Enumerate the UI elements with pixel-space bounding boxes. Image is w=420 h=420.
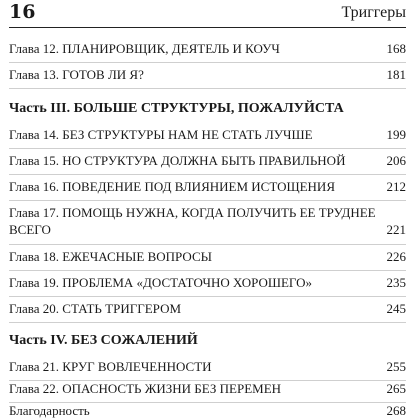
toc-entry-ch13 [9,62,406,89]
toc-entry-title: Глава 21. КРУГ ВОВЛЕЧЕННОСТИ [9,359,212,374]
toc-entry-title: Глава 14. БЕЗ СТРУКТУРЫ НАМ НЕ СТАТЬ ЛУЧШЕ [9,127,313,142]
running-title: Триггеры [341,4,406,21]
toc-entry-page: 168 [386,41,406,56]
toc-entry-page: 212 [386,179,406,194]
toc-entry-page: 255 [386,359,406,374]
part-heading-3: Часть III. БОЛЬШЕ СТРУКТУРЫ, ПОЖАЛУЙСТА [9,101,344,116]
toc-entry-title: Глава 16. ПОВЕДЕНИЕ ПОД ВЛИЯНИЕМ ИСТОЩЕНИЯ [9,179,335,194]
toc-entry-ch17 [9,200,406,245]
toc-entry-ch12 [9,36,406,63]
toc-entry-page: 221 [386,222,406,237]
part-heading-4: Часть IV. БЕЗ СОЖАЛЕНИЙ [9,333,198,348]
toc-entry-page: 245 [386,301,406,316]
toc-entry-title: Глава 12. ПЛАНИРОВЩИК, ДЕЯТЕЛЬ И КОУЧ [9,41,280,56]
toc-entry-title: Глава 19. ПРОБЛЕМА «ДОСТАТОЧНО ХОРОШЕГО» [9,275,313,290]
toc-entry-title: Глава 17. ПОМОЩЬ НУЖНА, КОГДА ПОЛУЧИТЬ ЕЕ ТРУДНЕЕ [9,205,376,220]
toc-entry-ch14 [9,122,406,149]
toc-entry-page: 199 [386,127,406,142]
toc-entry-page: 268 [386,403,406,418]
toc-entry-title: Глава 15. НО СТРУКТУРА ДОЛЖНА БЫТЬ ПРАВИЛЬНОЙ [9,153,346,168]
toc-entry-title-continued: ВСЕГО [9,222,51,237]
toc-entry-acknowledgements [9,398,406,418]
toc-entry-page: 226 [386,249,406,264]
page-header [9,1,406,28]
toc-entry-title: Глава 20. СТАТЬ ТРИГГЕРОМ [9,301,182,316]
toc-entry-title: Глава 18. ЕЖЕЧАСНЫЕ ВОПРОСЫ [9,249,212,264]
toc-entry-ch16 [9,174,406,201]
toc-entry-title: Глава 13. ГОТОВ ЛИ Я? [9,67,144,82]
toc-entry-title: Благодарность [9,403,90,418]
toc-entry-page: 265 [386,381,406,396]
toc-entry-ch18 [9,244,406,271]
toc-entry-ch15 [9,148,406,175]
toc-entry-page: 235 [386,275,406,290]
toc-entry-title: Глава 22. ОПАСНОСТЬ ЖИЗНИ БЕЗ ПЕРЕМЕН [9,381,282,396]
toc-entry-page: 206 [386,153,406,168]
toc-entry-ch20 [9,296,406,323]
page-number: 16 [9,1,36,23]
toc-entry-ch19 [9,270,406,297]
toc-entry-page: 181 [386,67,406,82]
